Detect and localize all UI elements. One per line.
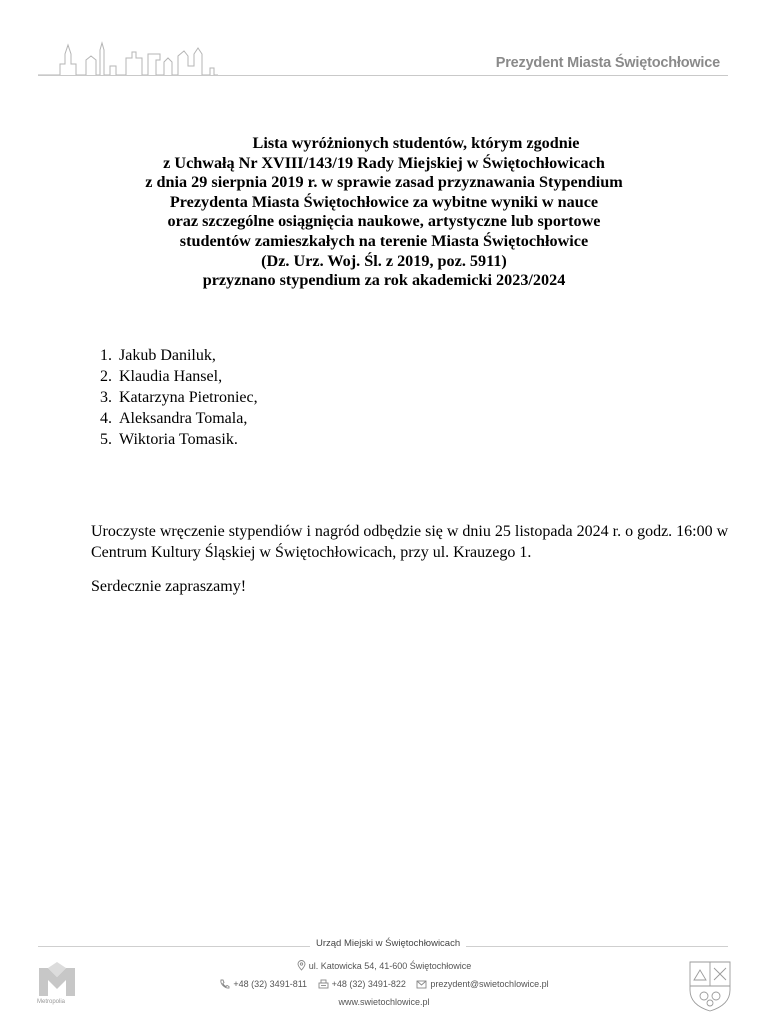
student-name: Klaudia Hansel, bbox=[119, 368, 223, 385]
list-item bbox=[100, 345, 258, 366]
fax-text: +48 (32) 3491-822 bbox=[331, 979, 406, 989]
title-line: studentów zamieszkałych na terenie Miasta Świętochłowice bbox=[179, 231, 589, 250]
student-name: Aleksandra Tomala, bbox=[119, 410, 248, 427]
coat-of-arms-icon bbox=[688, 960, 732, 1012]
student-name: Katarzyna Pietroniec, bbox=[119, 389, 258, 406]
fax-icon bbox=[318, 979, 329, 989]
title-line: z dnia 29 sierpnia 2019 r. w sprawie zasad przyznawania Stypendium bbox=[145, 173, 623, 192]
title-line: (Dz. Urz. Woj. Śl. z 2019, poz. 5911) bbox=[261, 251, 507, 270]
email-icon bbox=[416, 980, 427, 989]
title-line: z Uchwałą Nr XVIII/143/19 Rady Miejskiej w Świętochłowicach bbox=[163, 153, 605, 172]
list-item bbox=[100, 366, 258, 387]
website-link[interactable]: www.swietochlowice.pl bbox=[338, 997, 430, 1007]
phone-text: +48 (32) 3491-811 bbox=[233, 979, 308, 989]
list-number: 5. bbox=[100, 431, 112, 448]
list-item bbox=[100, 387, 258, 408]
list-number: 2. bbox=[100, 368, 112, 385]
title-line: Lista wyróżnionych studentów, którym zgodnie bbox=[252, 134, 580, 152]
email-contact[interactable] bbox=[416, 979, 548, 989]
list-item bbox=[100, 408, 258, 429]
footer-address bbox=[0, 960, 768, 971]
list-number: 1. bbox=[100, 347, 112, 364]
student-list bbox=[100, 345, 258, 450]
email-link[interactable]: prezydent@swietochlowice.pl bbox=[430, 979, 549, 989]
header-title: Prezydent Miasta Świętochłowice bbox=[495, 55, 720, 71]
page-header bbox=[0, 0, 768, 90]
title-line: oraz szczególne osiągnięcia naukowe, artystyczne lub sportowe bbox=[167, 212, 601, 231]
list-number: 4. bbox=[100, 410, 112, 427]
city-skyline-icon bbox=[38, 40, 218, 78]
invitation-text: Serdecznie zapraszamy! bbox=[91, 578, 247, 595]
phone-contact bbox=[219, 979, 309, 989]
address-text: ul. Katowicka 54, 41-600 Świętochłowice bbox=[308, 961, 472, 971]
title-line: przyznano stypendium za rok akademicki 2023/2024 bbox=[202, 271, 566, 290]
footer-contacts bbox=[0, 979, 768, 989]
header-rule bbox=[38, 75, 728, 76]
list-item bbox=[100, 429, 258, 450]
location-pin-icon bbox=[297, 960, 306, 971]
metropolia-label: Metropolia bbox=[37, 999, 66, 1005]
fax-contact bbox=[318, 979, 409, 989]
document-title bbox=[40, 134, 728, 291]
title-line: Prezydenta Miasta Świętochłowice za wybitne wyniki w nauce bbox=[169, 192, 599, 211]
list-number: 3. bbox=[100, 389, 112, 406]
phone-icon bbox=[219, 979, 230, 989]
student-name: Jakub Daniluk, bbox=[119, 347, 216, 364]
student-name: Wiktoria Tomasik. bbox=[119, 431, 238, 448]
footer-office-name: Urząd Miejski w Świętochłowicach bbox=[310, 938, 466, 949]
announcement-paragraph: Uroczyste wręczenie stypendiów i nagród odbędzie się w dniu 25 listopada 2024 r. o godz. 16:00 w Centrum Kultury Śląskiej w Świętochłowicach, przy ul. Krauzego 1. bbox=[91, 523, 729, 561]
